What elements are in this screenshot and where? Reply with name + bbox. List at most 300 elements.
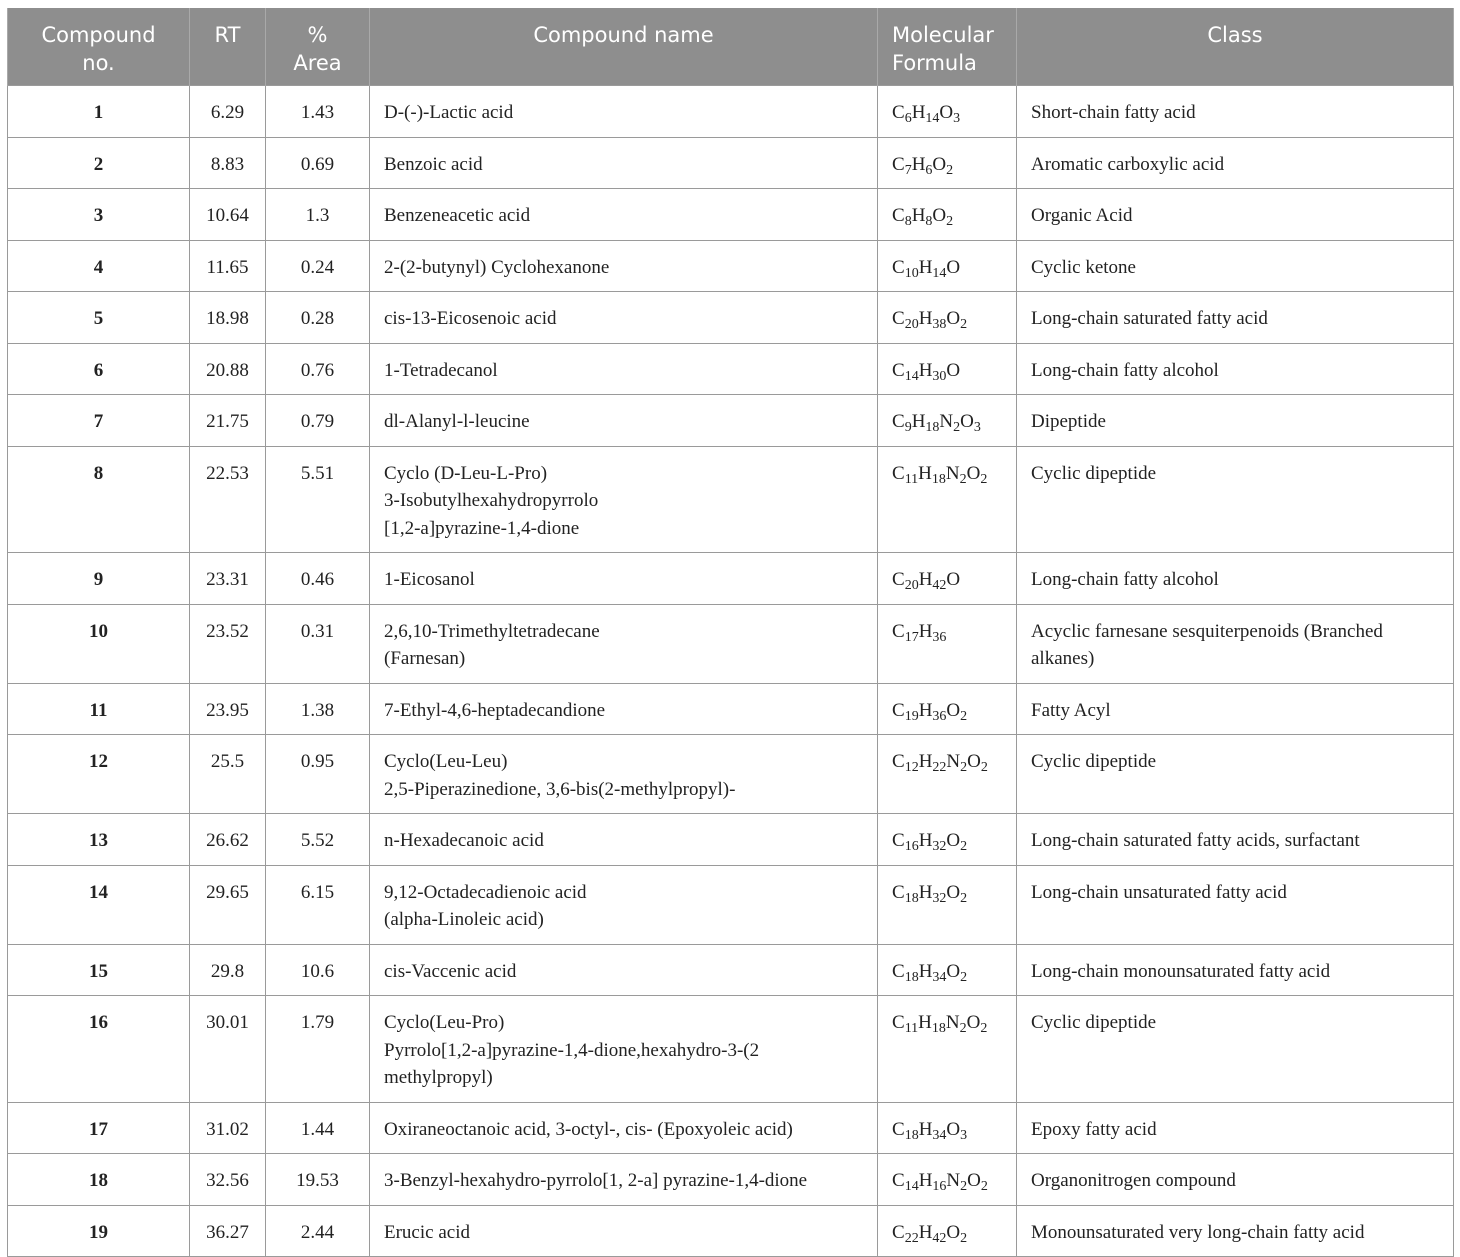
header-line: Compound [41, 23, 156, 47]
header-line: Molecular [892, 23, 994, 47]
molecular-formula [878, 865, 1017, 944]
molecular-formula [878, 137, 1017, 189]
formula-count: 2 [980, 1021, 988, 1036]
retention-time: 26.62 [190, 814, 266, 866]
compound-name [370, 343, 878, 395]
compound-name [370, 944, 878, 996]
formula-element: H [918, 462, 932, 484]
formula-count: 32 [932, 890, 947, 906]
formula-count: 12 [904, 760, 919, 775]
compound-class [1017, 553, 1454, 605]
compound-class [1017, 395, 1454, 447]
formula-element: C [892, 102, 905, 123]
formula-element: C [892, 205, 905, 226]
compound-name-line: 3-Isobutylhexahydropyrrolo [384, 490, 599, 511]
formula-element: H [911, 205, 926, 226]
table-row [8, 683, 1454, 735]
percent-area: 1.43 [266, 86, 370, 138]
formula-count: 18 [931, 471, 946, 487]
formula-count: 30 [932, 368, 947, 384]
formula-count: 2 [960, 708, 968, 724]
compound-name-line: 9,12-Octadecadienoic acid [384, 881, 587, 903]
formula-count: 14 [904, 368, 919, 384]
molecular-formula [878, 395, 1017, 447]
formula-count: 3 [973, 420, 981, 435]
formula-element: C [892, 1170, 905, 1191]
compound-name [370, 1102, 878, 1154]
percent-area: 0.69 [266, 137, 370, 189]
formula-element: H [918, 620, 933, 642]
compound-class-line: Organonitrogen compound [1031, 1170, 1236, 1191]
formula-count: 2 [960, 890, 968, 906]
compound-name [370, 240, 878, 292]
formula-element: O [946, 699, 961, 721]
compound-number: 3 [8, 189, 190, 241]
compound-class-line: Long-chain fatty alcohol [1031, 359, 1219, 381]
table-row [8, 735, 1454, 814]
compound-name-line: 3-Benzyl-hexahydro-pyrrolo[1, 2-a] pyrazine-1,4-dione [384, 1170, 808, 1191]
percent-area: 10.6 [266, 944, 370, 996]
retention-time: 32.56 [190, 1154, 266, 1206]
formula-count: 3 [953, 111, 961, 126]
formula-element: O [932, 205, 947, 226]
retention-time: 30.01 [190, 996, 266, 1103]
compound-class-line: Cyclic dipeptide [1031, 1012, 1157, 1033]
compound-number: 9 [8, 553, 190, 605]
compound-number: 16 [8, 996, 190, 1103]
formula-count: 42 [932, 578, 947, 593]
header-molecular-formula [878, 8, 1017, 86]
percent-area: 5.51 [266, 446, 370, 553]
retention-time: 23.52 [190, 604, 266, 683]
formula-element: O [960, 411, 974, 432]
table-row [8, 446, 1454, 553]
table-row [8, 395, 1454, 447]
compound-class-line: Long-chain saturated fatty acids, surfactant [1031, 830, 1360, 851]
compound-class [1017, 735, 1454, 814]
compound-name [370, 814, 878, 866]
formula-count: 17 [904, 629, 919, 645]
compound-class [1017, 683, 1454, 735]
percent-area: 1.79 [266, 996, 370, 1103]
formula-element: C [892, 462, 905, 484]
compound-name [370, 683, 878, 735]
table-body [8, 86, 1454, 1257]
formula-count: 6 [925, 162, 933, 178]
formula-count: 18 [904, 969, 919, 985]
compound-number: 5 [8, 292, 190, 344]
compound-name-line: cis-13-Eicosenoic acid [384, 308, 557, 329]
formula-count: 6 [904, 111, 912, 126]
formula-count: 2 [960, 317, 968, 332]
compound-name [370, 86, 878, 138]
compound-number: 8 [8, 446, 190, 553]
compound-class [1017, 343, 1454, 395]
formula-element: N [946, 751, 961, 772]
compound-class [1017, 865, 1454, 944]
retention-time: 29.65 [190, 865, 266, 944]
formula-element: H [918, 960, 933, 982]
compound-class-line: Long-chain fatty alcohol [1031, 569, 1219, 590]
percent-area: 1.38 [266, 683, 370, 735]
compound-name-line: 7-Ethyl-4,6-heptadecandione [384, 699, 606, 721]
compound-class [1017, 189, 1454, 241]
formula-count: 2 [960, 1230, 968, 1246]
formula-element: O [946, 881, 961, 903]
formula-count: 20 [904, 317, 919, 332]
compound-name-line: 2-(2-butynyl) Cyclohexanone [384, 256, 610, 278]
percent-area: 2.44 [266, 1205, 370, 1257]
compound-class [1017, 1154, 1454, 1206]
formula-element: H [918, 1118, 933, 1140]
formula-count: 14 [925, 111, 940, 126]
molecular-formula [878, 1205, 1017, 1257]
molecular-formula [878, 683, 1017, 735]
molecular-formula [878, 1154, 1017, 1206]
formula-count: 2 [960, 839, 968, 854]
formula-count: 2 [960, 969, 968, 985]
compound-table [7, 8, 1454, 1257]
formula-element: C [892, 1118, 905, 1140]
compound-class-line: alkanes) [1031, 648, 1095, 669]
compound-name-line: D-(-)-Lactic acid [384, 102, 514, 123]
percent-area: 19.53 [266, 1154, 370, 1206]
formula-count: 2 [980, 760, 988, 775]
compound-class-line: Fatty Acyl [1031, 699, 1111, 721]
retention-time: 23.31 [190, 553, 266, 605]
formula-count: 2 [960, 760, 968, 775]
formula-count: 18 [925, 420, 940, 435]
formula-element: O [966, 1012, 981, 1033]
formula-count: 20 [904, 578, 919, 593]
compound-number: 1 [8, 86, 190, 138]
compound-class [1017, 137, 1454, 189]
compound-name-line: (Farnesan) [384, 648, 466, 669]
compound-name-line: 1-Tetradecanol [384, 359, 498, 381]
header-rt [190, 8, 266, 86]
formula-count: 7 [904, 162, 912, 178]
compound-name-line: Pyrrolo[1,2-a]pyrazine-1,4-dione,hexahydro-3-(2 [384, 1039, 760, 1061]
compound-class [1017, 292, 1454, 344]
formula-element: O [967, 1170, 981, 1191]
header-line: Area [293, 51, 342, 75]
compound-number: 6 [8, 343, 190, 395]
compound-class-line: Cyclic ketone [1031, 256, 1136, 278]
retention-time: 31.02 [190, 1102, 266, 1154]
retention-time: 20.88 [190, 343, 266, 395]
compound-number: 4 [8, 240, 190, 292]
retention-time: 36.27 [190, 1205, 266, 1257]
molecular-formula [878, 996, 1017, 1103]
compound-name [370, 395, 878, 447]
formula-count: 22 [904, 1230, 919, 1246]
formula-element: O [939, 102, 954, 123]
compound-class-line: Epoxy fatty acid [1031, 1118, 1157, 1140]
formula-count: 16 [932, 1179, 947, 1194]
formula-count: 2 [980, 1179, 988, 1194]
percent-area: 0.79 [266, 395, 370, 447]
formula-count: 8 [904, 214, 912, 229]
compound-number: 13 [8, 814, 190, 866]
formula-count: 11 [904, 1021, 919, 1036]
retention-time: 11.65 [190, 240, 266, 292]
formula-count: 2 [959, 1021, 967, 1036]
header-line: Class [1207, 23, 1263, 47]
retention-time: 6.29 [190, 86, 266, 138]
header-line: Compound name [533, 23, 714, 47]
compound-class [1017, 240, 1454, 292]
formula-element: O [966, 462, 981, 484]
formula-element: H [911, 411, 926, 432]
formula-count: 3 [960, 1127, 968, 1143]
compound-class-line: Aromatic carboxylic acid [1031, 153, 1225, 175]
table-row [8, 86, 1454, 138]
compound-number: 18 [8, 1154, 190, 1206]
table-row [8, 865, 1454, 944]
header-compound-name [370, 8, 878, 86]
table-row [8, 1102, 1454, 1154]
compound-number: 19 [8, 1205, 190, 1257]
header-line: RT [214, 23, 241, 47]
compound-class [1017, 814, 1454, 866]
molecular-formula [878, 240, 1017, 292]
molecular-formula [878, 814, 1017, 866]
formula-element: O [946, 1118, 961, 1140]
compound-class-line: Long-chain monounsaturated fatty acid [1031, 960, 1331, 982]
formula-count: 34 [932, 969, 947, 985]
compound-name-line: Cyclo(Leu-Pro) [384, 1012, 505, 1033]
formula-element: O [946, 569, 961, 590]
header-compound-no [8, 8, 190, 86]
formula-element: H [918, 881, 933, 903]
compound-class-line: Short-chain fatty acid [1031, 102, 1196, 123]
formula-element: H [918, 359, 933, 381]
formula-count: 2 [959, 471, 967, 487]
table-row [8, 996, 1454, 1103]
percent-area: 6.15 [266, 865, 370, 944]
compound-name-line: Erucic acid [384, 1221, 470, 1243]
compound-name [370, 735, 878, 814]
header-line: Formula [892, 51, 977, 75]
formula-count: 38 [932, 317, 947, 332]
formula-count: 32 [932, 839, 947, 854]
compound-name-line: methylpropyl) [384, 1067, 493, 1088]
formula-element: H [911, 153, 926, 175]
compound-name-line: 2,6,10-Trimethyltetradecane [384, 620, 600, 642]
percent-area: 0.24 [266, 240, 370, 292]
compound-class-line: Organic Acid [1031, 205, 1133, 226]
compound-class-line: Long-chain saturated fatty acid [1031, 308, 1268, 329]
compound-name-line: Benzeneacetic acid [384, 205, 531, 226]
table-row [8, 292, 1454, 344]
compound-name [370, 996, 878, 1103]
formula-element: C [892, 699, 905, 721]
compound-class-line: Acyclic farnesane sesquiterpenoids (Branched [1031, 620, 1383, 642]
compound-name [370, 189, 878, 241]
formula-count: 2 [980, 471, 988, 487]
formula-element: C [892, 153, 905, 175]
compound-name [370, 292, 878, 344]
formula-element: N [945, 462, 960, 484]
compound-name [370, 137, 878, 189]
table-row [8, 944, 1454, 996]
molecular-formula [878, 343, 1017, 395]
retention-time: 23.95 [190, 683, 266, 735]
retention-time: 29.8 [190, 944, 266, 996]
compound-name-line: Cyclo (D-Leu-L-Pro) [384, 462, 548, 484]
table-row [8, 604, 1454, 683]
compound-name-line: 1-Eicosanol [384, 569, 475, 590]
retention-time: 21.75 [190, 395, 266, 447]
formula-element: H [918, 1170, 933, 1191]
compound-name-line: (alpha-Linoleic acid) [384, 909, 544, 930]
retention-time: 18.98 [190, 292, 266, 344]
molecular-formula [878, 735, 1017, 814]
formula-element: O [932, 153, 947, 175]
header-class [1017, 8, 1454, 86]
formula-count: 16 [904, 839, 919, 854]
formula-count: 34 [932, 1127, 947, 1143]
formula-count: 18 [904, 1127, 919, 1143]
molecular-formula [878, 189, 1017, 241]
compound-name-line: n-Hexadecanoic acid [384, 830, 544, 851]
formula-element: H [918, 569, 933, 590]
compound-name [370, 604, 878, 683]
table-row [8, 814, 1454, 866]
table-row [8, 189, 1454, 241]
header-line: no. [82, 51, 115, 75]
compound-class [1017, 446, 1454, 553]
formula-count: 10 [904, 265, 919, 281]
molecular-formula [878, 292, 1017, 344]
compound-number: 14 [8, 865, 190, 944]
compound-number: 15 [8, 944, 190, 996]
molecular-formula [878, 446, 1017, 553]
formula-element: N [945, 1012, 960, 1033]
compound-class-line: Monounsaturated very long-chain fatty acid [1031, 1221, 1365, 1243]
formula-count: 19 [904, 708, 919, 724]
compound-class [1017, 996, 1454, 1103]
compound-name [370, 446, 878, 553]
formula-count: 8 [925, 214, 933, 229]
formula-count: 2 [960, 1179, 968, 1194]
formula-element: O [946, 308, 961, 329]
formula-element: C [892, 569, 905, 590]
compound-name-line: Oxiraneoctanoic acid, 3-octyl-, cis- (Epoxyoleic acid) [384, 1118, 793, 1140]
formula-count: 36 [932, 629, 947, 645]
formula-element: O [946, 830, 961, 851]
molecular-formula [878, 944, 1017, 996]
formula-element: H [918, 1221, 933, 1243]
table-row [8, 1154, 1454, 1206]
formula-element: C [892, 1012, 905, 1033]
percent-area: 0.31 [266, 604, 370, 683]
formula-element: C [892, 256, 905, 278]
header-line: % [307, 23, 328, 47]
compound-name-line: cis-Vaccenic acid [384, 960, 517, 982]
molecular-formula [878, 553, 1017, 605]
formula-element: C [892, 359, 905, 381]
compound-number: 10 [8, 604, 190, 683]
table-row [8, 137, 1454, 189]
compound-name-line: [1,2-a]pyrazine-1,4-dione [384, 517, 580, 539]
formula-element: C [892, 830, 905, 851]
formula-element: O [946, 960, 961, 982]
retention-time: 22.53 [190, 446, 266, 553]
formula-element: O [946, 359, 961, 381]
compound-number: 2 [8, 137, 190, 189]
formula-element: H [918, 830, 933, 851]
molecular-formula [878, 86, 1017, 138]
molecular-formula [878, 604, 1017, 683]
formula-count: 2 [946, 214, 954, 229]
formula-element: C [892, 411, 905, 432]
formula-element: C [892, 1221, 905, 1243]
formula-count: 14 [932, 265, 947, 281]
formula-count: 18 [931, 1021, 946, 1036]
compound-class-line: Dipeptide [1031, 411, 1106, 432]
compound-name [370, 865, 878, 944]
table-row [8, 240, 1454, 292]
formula-element: H [911, 102, 926, 123]
compound-name [370, 1154, 878, 1206]
compound-class [1017, 86, 1454, 138]
retention-time: 8.83 [190, 137, 266, 189]
formula-count: 11 [904, 471, 919, 487]
formula-element: O [946, 1221, 961, 1243]
retention-time: 25.5 [190, 735, 266, 814]
formula-element: O [967, 751, 981, 772]
formula-element: H [918, 256, 933, 278]
percent-area: 5.52 [266, 814, 370, 866]
table-row [8, 553, 1454, 605]
compound-number: 17 [8, 1102, 190, 1154]
formula-count: 2 [953, 420, 961, 435]
formula-count: 2 [946, 162, 954, 178]
percent-area: 1.3 [266, 189, 370, 241]
table-row [8, 1205, 1454, 1257]
table-row [8, 343, 1454, 395]
compound-number: 11 [8, 683, 190, 735]
formula-element: C [892, 881, 905, 903]
compound-name [370, 1205, 878, 1257]
formula-count: 42 [932, 1230, 947, 1246]
compound-class [1017, 1102, 1454, 1154]
formula-count: 18 [904, 890, 919, 906]
header-row [8, 8, 1454, 86]
formula-count: 14 [904, 1179, 919, 1194]
compound-class [1017, 944, 1454, 996]
compound-number: 12 [8, 735, 190, 814]
molecular-formula [878, 1102, 1017, 1154]
compound-name-line: 2,5-Piperazinedione, 3,6-bis(2-methylpropyl)- [384, 778, 736, 800]
formula-element: H [918, 699, 933, 721]
compound-class [1017, 604, 1454, 683]
formula-element: C [892, 620, 905, 642]
formula-count: 22 [932, 760, 947, 775]
percent-area: 0.95 [266, 735, 370, 814]
formula-element: N [946, 1170, 961, 1191]
header-percent-area [266, 8, 370, 86]
formula-element: H [918, 1012, 932, 1033]
formula-element: H [918, 751, 933, 772]
percent-area: 1.44 [266, 1102, 370, 1154]
compound-name-line: Benzoic acid [384, 153, 483, 175]
formula-element: C [892, 308, 905, 329]
percent-area: 0.76 [266, 343, 370, 395]
formula-count: 36 [932, 708, 947, 724]
compound-name-line: Cyclo(Leu-Leu) [384, 751, 508, 772]
